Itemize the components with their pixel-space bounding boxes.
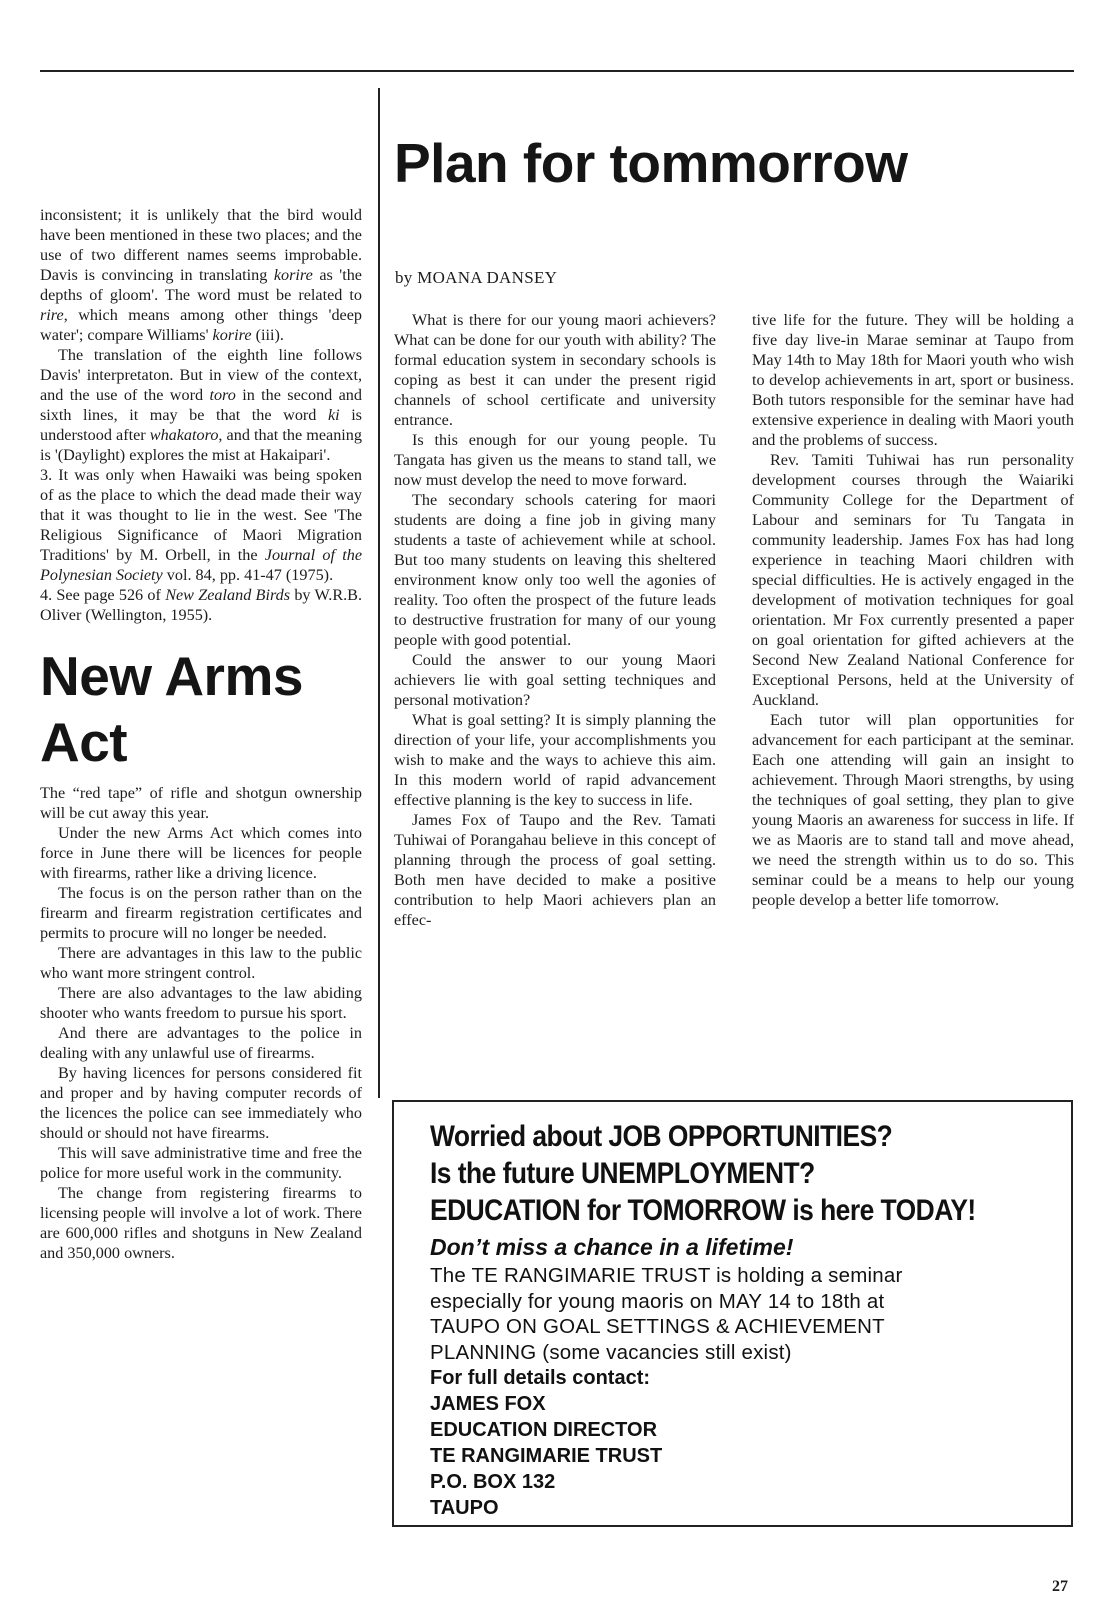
advert-body-line: TAUPO ON GOAL SETTINGS & ACHIEVEMENT [430, 1315, 885, 1338]
footnotes [40, 205, 362, 625]
top-rule [40, 70, 1074, 72]
advert-headline-2: Is the future UNEMPLOYMENT? [430, 1157, 815, 1190]
article-paragraph: Is this enough for our young people. Tu Tangata has given us the means to stand tall, we now must develop the need to move forward. [394, 431, 716, 489]
article-paragraph: There are also advantages to the law abiding shooter who wants freedom to pursue his sport. [40, 984, 362, 1022]
article-paragraph: There are advantages in this law to the public who want more stringent control. [40, 944, 362, 982]
article-paragraph: Under the new Arms Act which comes into force in June there will be licences for people with firearms, rather like a driving licence. [40, 824, 362, 882]
article-paragraph: And there are advantages to the police in dealing with any unlawful use of firearms. [40, 1024, 362, 1062]
footnote-paragraph: 4. See page 526 of New Zealand Birds by W.R.B. Oliver (Wellington, 1955). [40, 586, 363, 624]
contact-line: TE RANGIMARIE TRUST [430, 1445, 663, 1467]
advert-contact [430, 1365, 1071, 1521]
page-number: 27 [1052, 1578, 1068, 1595]
article-paragraph: The change from registering firearms to licensing people will involve a lot of work. There are 600,000 rifles and shotguns in New Zealand and 350,000 owners. [40, 1184, 362, 1262]
footnote-paragraph: 3. It was only when Hawaiki was being spoken of as the place to which the dead made their way that it was thought to lie in the west. See 'The Religious Significance of Maori Migration Traditions' by M. Orbell, in the Journal of the Polynesian Society vol. 84, pp. 41-47 (1975). [40, 466, 363, 584]
contact-line: TAUPO [430, 1497, 499, 1519]
footnote-paragraph: The translation of the eighth line follows Davis' interpretaton. But in view of the context, and the use of the word toro in the second and sixth lines, it may be that the word ki is understood after whakatoro, and that the meaning is '(Daylight) explores the mist at Hakaipari'. [40, 346, 362, 464]
article-paragraph: James Fox of Taupo and the Rev. Tamati Tuhiwai of Porangahau believe in this concept of planning through the process of goal setting. Both men have decided to make a positive contribution to help Maori achievers plan an effec- [394, 811, 716, 929]
article-paragraph: The focus is on the person rather than on the firearm and firearm registration certificates and permits to procure will no longer be needed. [40, 884, 362, 942]
article-paragraph: What is there for our young maori achievers? What can be done for our youth with ability? The formal education system in secondary schools is coping as best it can under the present rigid channels of school certificate and university entrance. [394, 311, 716, 429]
left-column [40, 205, 362, 1263]
advert-body-line: PLANNING (some vacancies still exist) [430, 1340, 792, 1364]
article-paragraph: By having licences for persons considered fit and proper and by having computer records of the licences the police can see immediately who should or should not have firearms. [40, 1064, 362, 1142]
article-paragraph: Each tutor will plan opportunities for advancement for each participant at the seminar. Each one attending will gain an insight to achievement. Through Maori strengths, by using the techniques of goal setting, they plan to give young Maoris an awareness for success in life. If we as Maoris are to stand tall and move ahead, we need the strength within us to do so. This seminar could be a means to help our young people develop a better life tomorrow. [752, 711, 1074, 909]
contact-line: EDUCATION DIRECTOR [430, 1419, 658, 1441]
new-arms-act-title [40, 643, 362, 775]
title-line-2: Act [40, 711, 128, 773]
title-line-1: New Arms [40, 645, 303, 707]
article-paragraph: The secondary schools catering for maori students are doing a fine job in giving many students a taste of achievement while at school. But too many students on leaving this sheltered environment know only too well the agonies of reality. Too often the prospect of the future leads to destructive frustration for many of our young people with good potential. [394, 491, 716, 649]
contact-line: JAMES FOX [430, 1393, 546, 1415]
footnote-paragraph: inconsistent; it is unlikely that the bird would have been mentioned in these two places; and the use of two different names seems improbable. Davis is convincing in translating korire as 'the depths of gloom'. The word must be related to rire, which means among other things 'deep water'; compare Williams' korire (iii). [40, 206, 362, 344]
advert-body-line: especially for young maoris on MAY 14 to 18th at [430, 1289, 885, 1313]
new-arms-act-body [40, 783, 362, 1263]
plan-article-column-1 [394, 310, 716, 930]
plan-article-title: Plan for tommorrow [394, 132, 908, 194]
advert-body-line: The TE RANGIMARIE TRUST is holding a seminar [430, 1264, 903, 1287]
plan-article-column-2 [752, 310, 1074, 910]
article-paragraph: Rev. Tamiti Tuhiwai has run personality development courses through the Waiariki Community College for the Department of Labour and seminars for Tu Tangata in community leadership. James Fox has had long experience in teaching Maori children with special difficulties. He is actively engaged in the development of motivation techniques for goal orientation. Mr Fox currently presented a paper on goal orientation for gifted achievers at the Second New Zealand National Conference for Exceptional Persons, held at the University of Auckland. [752, 451, 1074, 709]
advert-body [430, 1263, 1071, 1365]
byline: by MOANA DANSEY [395, 268, 558, 287]
contact-line: P.O. BOX 132 [430, 1471, 556, 1493]
article-paragraph: The “red tape” of rifle and shotgun ownership will be cut away this year. [40, 784, 362, 822]
advert-headline-1: Worried about JOB OPPORTUNITIES? [430, 1120, 893, 1153]
contact-label: For full details contact: [430, 1367, 651, 1389]
article-paragraph: What is goal setting? It is simply planning the direction of your life, your accomplishments you wish to make and the ways to achieve this aim. In this modern world of rapid advancement effective planning is the key to success in life. [394, 711, 716, 809]
advert-headline-3: EDUCATION for TOMORROW is here TODAY! [430, 1194, 976, 1227]
article-paragraph: This will save administrative time and free the police for more useful work in the community. [40, 1144, 362, 1182]
article-paragraph: tive life for the future. They will be holding a five day live-in Marae seminar at Taupo from May 14th to May 18th for Maori youth who wish to develop achievements in art, sport or business. Both tutors responsible for the seminar have had extensive experience in dealing with Maori youth and the problems of success. [752, 311, 1074, 449]
article-paragraph: Could the answer to our young Maori achievers lie with goal setting techniques and personal motivation? [394, 651, 716, 709]
advert-tagline: Don’t miss a chance in a lifetime! [430, 1234, 794, 1260]
column-divider [378, 88, 380, 1098]
seminar-advert [392, 1100, 1073, 1527]
